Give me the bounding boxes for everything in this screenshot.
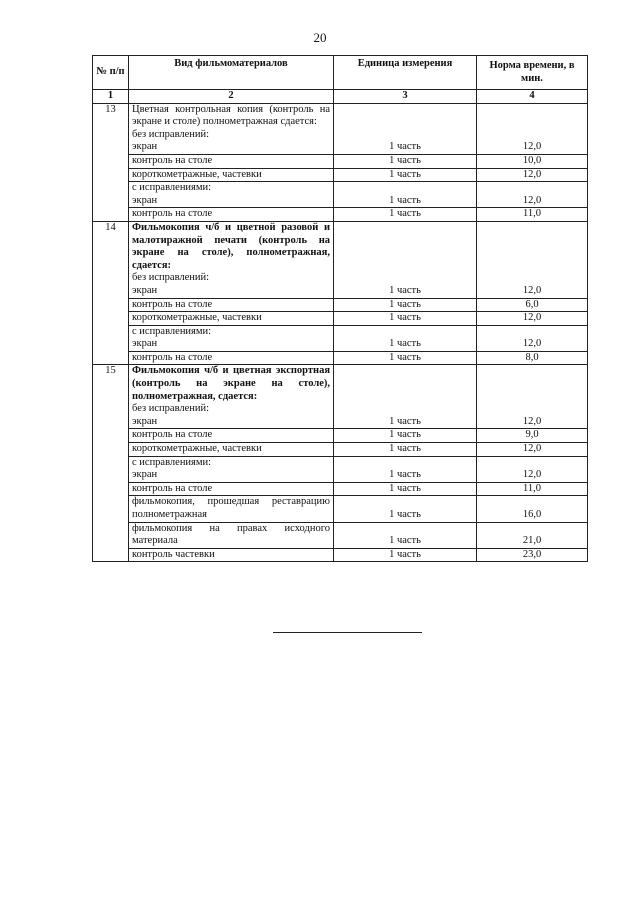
norm-cell: 8,0 (477, 351, 588, 365)
item-number: 14 (93, 221, 129, 365)
row-label: контроль на столе (132, 154, 213, 166)
row-label: контроль на столе (132, 208, 213, 220)
row-label: короткометражные, частевки (132, 443, 262, 455)
row-label: контроль на столе (132, 298, 213, 310)
table-row (93, 496, 588, 522)
film-type-cell (129, 208, 334, 222)
unit-cell: 1 часть (334, 298, 477, 312)
footer-rule (273, 632, 422, 633)
table-row (93, 456, 588, 482)
film-type-cell (129, 103, 334, 154)
row-label: с исправлениями: экран (132, 182, 212, 206)
section-title: Фильмокопия ч/б и цветная экспортная (контроль на экране на столе), полнометражная, сдается: (132, 365, 330, 402)
header-norm: Норма времени, в мин. (477, 56, 588, 90)
unit-cell: 1 часть (334, 154, 477, 168)
norm-cell: 12,0 (477, 312, 588, 326)
unit-cell: 1 часть (334, 351, 477, 365)
table-body (93, 103, 588, 562)
row-label: экран (132, 284, 158, 296)
header-film-type: Вид фильмоматериалов (129, 56, 334, 90)
table-row (93, 365, 588, 429)
unit-cell: 1 часть (334, 456, 477, 482)
unit-cell: 1 часть (334, 221, 477, 298)
unit-cell: 1 часть (334, 103, 477, 154)
norm-cell: 9,0 (477, 429, 588, 443)
row-label: экран (132, 415, 158, 427)
norm-cell: 12,0 (477, 325, 588, 351)
row-label: экран (132, 141, 158, 153)
row-label: фильмокопия, прошедшая реставрацию полнометражная (132, 496, 330, 520)
column-index-row (93, 90, 588, 104)
table-row (93, 548, 588, 562)
unit-cell: 1 часть (334, 496, 477, 522)
table-row (93, 298, 588, 312)
item-number: 13 (93, 103, 129, 221)
table-row (93, 168, 588, 182)
norm-cell: 12,0 (477, 168, 588, 182)
norm-cell: 23,0 (477, 548, 588, 562)
film-type-cell (129, 496, 334, 522)
table-row (93, 208, 588, 222)
row-label: с исправлениями: экран (132, 325, 212, 350)
row-label: короткометражные, частевки (132, 168, 262, 180)
film-type-cell (129, 325, 334, 351)
norm-cell: 12,0 (477, 182, 588, 208)
header-number: № п/п (93, 56, 129, 90)
index-cell: 3 (334, 90, 477, 104)
norm-cell: 16,0 (477, 496, 588, 522)
film-type-cell (129, 182, 334, 208)
unit-cell: 1 часть (334, 429, 477, 443)
row-label: контроль на столе (132, 482, 213, 494)
table-row (93, 482, 588, 496)
unit-cell: 1 часть (334, 325, 477, 351)
film-type-cell (129, 548, 334, 562)
film-type-cell (129, 482, 334, 496)
table-row (93, 182, 588, 208)
row-label: с исправлениями: экран (132, 456, 212, 481)
row-label: контроль на столе (132, 429, 213, 441)
section-intro: без исправлений: (132, 403, 210, 415)
table-row (93, 351, 588, 365)
index-cell: 1 (93, 90, 129, 104)
row-label: фильмокопия на правах исходного материала (132, 522, 330, 547)
norm-cell: 21,0 (477, 522, 588, 548)
table-row (93, 103, 588, 154)
header-unit: Единица измерения (334, 56, 477, 90)
section-intro: без исправлений: (132, 272, 210, 284)
table-header-row (93, 56, 588, 90)
table-row (93, 312, 588, 326)
table-row (93, 522, 588, 548)
film-type-cell (129, 456, 334, 482)
row-label: короткометражные, частевки (132, 312, 262, 324)
film-type-cell (129, 522, 334, 548)
unit-cell: 1 часть (334, 443, 477, 457)
table-row (93, 325, 588, 351)
norm-cell: 12,0 (477, 443, 588, 457)
norm-cell: 12,0 (477, 456, 588, 482)
unit-cell: 1 часть (334, 168, 477, 182)
table-row (93, 221, 588, 298)
film-type-cell (129, 154, 334, 168)
norms-table (92, 55, 588, 562)
film-type-cell (129, 168, 334, 182)
section-title: Фильмокопия ч/б и цветной разовой и малотиражной печати (контроль на экране на столе), полнометражная, сдается: (132, 221, 330, 271)
section-intro: без исправлений: (132, 128, 210, 140)
norm-cell: 12,0 (477, 365, 588, 429)
norm-cell: 12,0 (477, 103, 588, 154)
item-number: 15 (93, 365, 129, 562)
norm-cell: 12,0 (477, 221, 588, 298)
section-title: Цветная контрольная копия (контроль на экране и столе) полнометражная сдается: (132, 103, 330, 128)
film-type-cell (129, 443, 334, 457)
norm-cell: 10,0 (477, 154, 588, 168)
film-type-cell (129, 312, 334, 326)
page-number: 20 (313, 30, 327, 45)
film-type-cell (129, 221, 334, 298)
row-label: контроль частевки (132, 548, 215, 560)
unit-cell: 1 часть (334, 482, 477, 496)
row-label: контроль на столе (132, 351, 213, 363)
norm-cell: 6,0 (477, 298, 588, 312)
film-type-cell (129, 298, 334, 312)
unit-cell: 1 часть (334, 182, 477, 208)
film-type-cell (129, 351, 334, 365)
unit-cell: 1 часть (334, 365, 477, 429)
index-cell: 4 (477, 90, 588, 104)
unit-cell: 1 часть (334, 312, 477, 326)
norm-cell: 11,0 (477, 208, 588, 222)
norm-cell: 11,0 (477, 482, 588, 496)
film-type-cell (129, 365, 334, 429)
table-row (93, 154, 588, 168)
unit-cell: 1 часть (334, 522, 477, 548)
unit-cell: 1 часть (334, 208, 477, 222)
film-type-cell (129, 429, 334, 443)
index-cell: 2 (129, 90, 334, 104)
table-row (93, 429, 588, 443)
table-row (93, 443, 588, 457)
unit-cell: 1 часть (334, 548, 477, 562)
